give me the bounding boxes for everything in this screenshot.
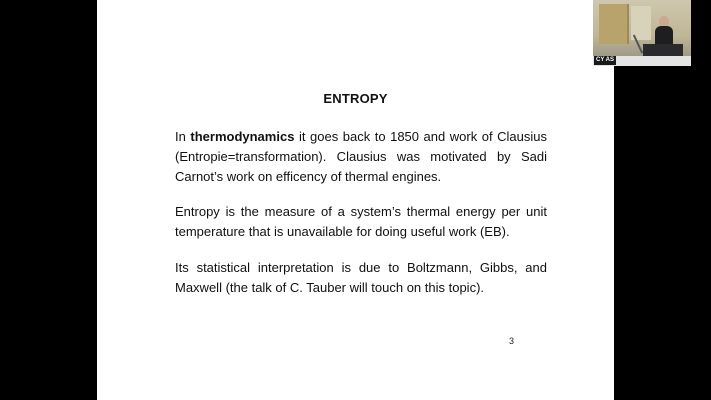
- slide-title: ENTROPY: [323, 91, 388, 106]
- slide-paragraph-definition: Entropy is the measure of a system’s thermal energy per unit temperature that is unavailable for doing useful work (EB).: [175, 204, 547, 239]
- slide-paragraph-statistical: Its statistical interpretation is due to Boltzmann, Gibbs, and Maxwell (the talk of C. Tauber will touch on this topic).: [175, 260, 547, 295]
- webcam-logo-label: CY AS: [596, 57, 615, 63]
- para-1-bold-term: thermodynamics: [190, 129, 295, 144]
- para-1-rest: it goes back to 1850 and work of Clausius (Entropie=transformation). Clausius was motivated by Sadi Carnot’s work on efficency of thermal engines.: [175, 129, 547, 184]
- para-1-lead: In: [175, 129, 191, 144]
- slide-paragraph-history: [175, 127, 547, 187]
- presentation-slide: [97, 0, 614, 400]
- slide-page-number: 3: [509, 336, 515, 346]
- webcam-wall-panel: [599, 4, 629, 44]
- speaker-webcam-thumbnail[interactable]: [593, 0, 691, 66]
